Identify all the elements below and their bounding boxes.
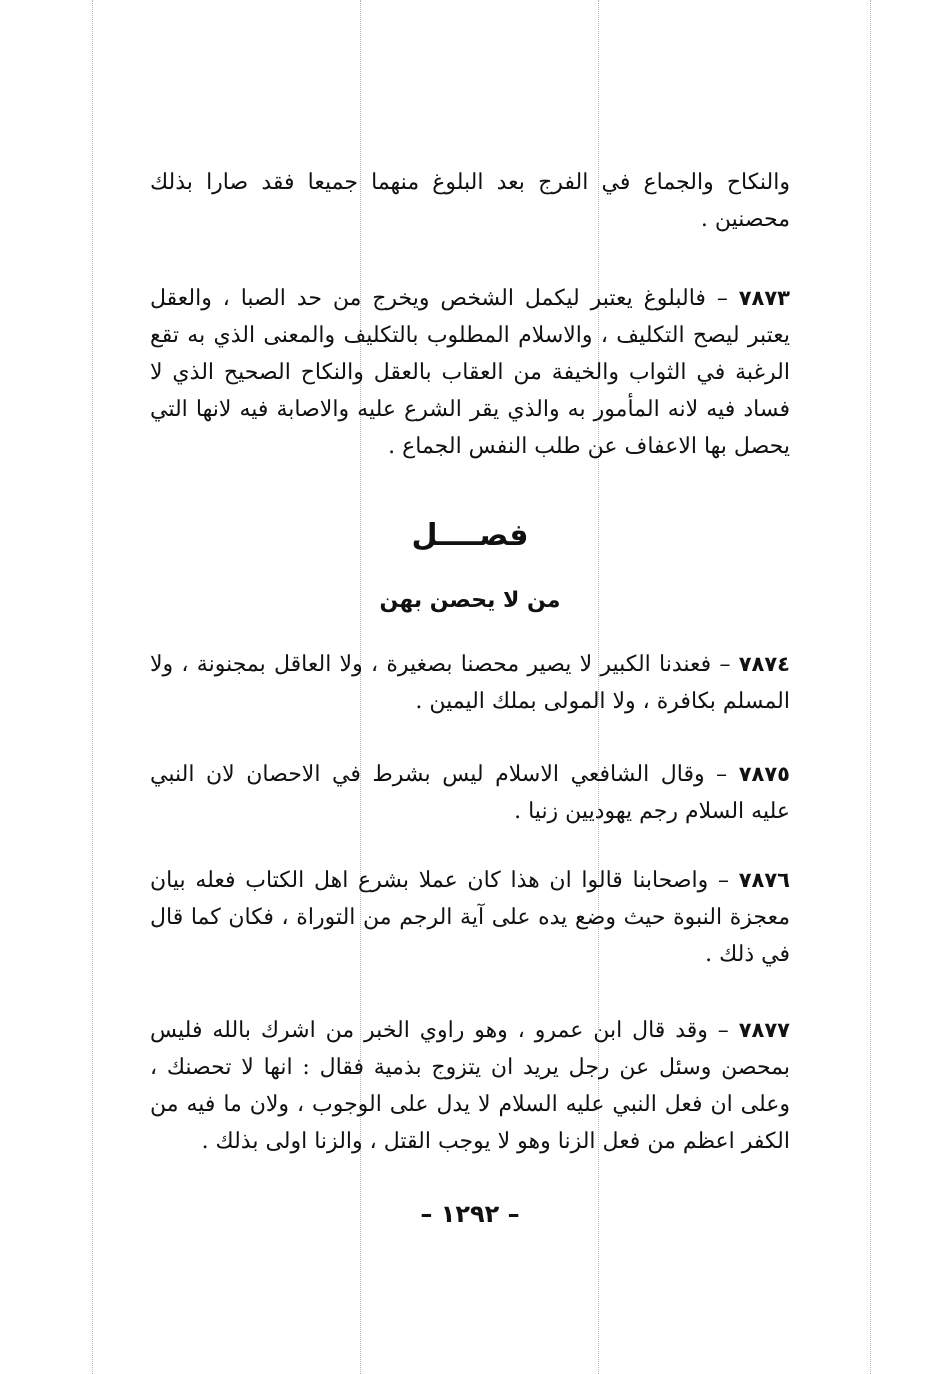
paragraph-number: ٧٨٧٥ <box>738 762 790 786</box>
paragraph-number: ٧٨٧٧ <box>738 1018 790 1042</box>
paragraph-7876 <box>150 862 790 973</box>
paragraph-text: وقال الشافعي الاسلام ليس بشرط في الاحصان لان النبي عليه السلام رجم يهوديين زنيا . <box>150 762 790 824</box>
continuation-paragraph <box>150 164 790 238</box>
paragraph-body: ٧٨٧٥ – وقال الشافعي الاسلام ليس بشرط في الاحصان لان النبي عليه السلام رجم يهوديين زنيا . <box>150 762 790 824</box>
paragraph-body: ٧٨٧٤ – فعندنا الكبير لا يصير محصنا بصغيرة ، ولا العاقل بمجنونة ، ولا المسلم بكافرة ، ولا المولى بملك اليمين . <box>150 652 790 714</box>
paragraph-7874 <box>150 646 790 720</box>
paragraph-text: واصحابنا قالوا ان هذا كان عملا بشرع اهل الكتاب فعله بيان معجزة النبوة حيث وضع يده على آية الرجم من التوراة ، فكان كما قال في ذلك . <box>150 868 790 967</box>
paragraph-text: والنكاح والجماع في الفرج بعد البلوغ منهما جميعا فقد صارا بذلك محصنين . <box>150 170 790 232</box>
section-subtitle: من لا يحصن بهن <box>379 588 561 613</box>
paragraph-body: ٧٨٧٧ – وقد قال ابن عمرو ، وهو راوي الخبر من اشرك بالله فليس بمحصن وسئل عن رجل يريد ان يتزوج بذمية فقال : انها لا تحصنك ، وعلى ان فعل النبي عليه السلام لا يدل على الوجوب ، ولان ما فيه من الكفر اعظم من فعل الزنا وهو لا يوجب القتل ، والزنا اولى بذلك . <box>150 1018 790 1154</box>
paragraph-body: ٧٨٧٦ – واصحابنا قالوا ان هذا كان عملا بشرع اهل الكتاب فعله بيان معجزة النبوة حيث وضع يده على آية الرجم من التوراة ، فكان كما قال في ذلك . <box>150 868 790 967</box>
paragraph-text: وقد قال ابن عمرو ، وهو راوي الخبر من اشرك بالله فليس بمحصن وسئل عن رجل يريد ان يتزوج بذمية فقال : انها لا تحصنك ، وعلى ان فعل النبي عليه السلام لا يدل على الوجوب ، ولان ما فيه من الكفر اعظم من فعل الزنا وهو لا يوجب القتل ، والزنا اولى بذلك . <box>150 1018 790 1154</box>
scan-guide-line <box>870 0 871 1374</box>
paragraph-7877 <box>150 1012 790 1160</box>
page-number: – ١٢٩٢ – <box>420 1200 520 1228</box>
paragraph-text: فالبلوغ يعتبر ليكمل الشخص ويخرج من حد الصبا ، والعقل يعتبر ليصح التكليف ، والاسلام المطلوب بالتكليف والمعنى الذي به تقع الرغبة في الثواب والخيفة من العقاب بالعقل والنكاح الصحيح الذي لا فساد فيه لانه المأمور به والذي يقر الشرع عليه والاصابة فيه لانها التي يحصل بها الاعفاف عن طلب النفس الجماع . <box>150 286 790 459</box>
paragraph-7873 <box>150 280 790 465</box>
paragraph-number: ٧٨٧٤ <box>738 652 790 676</box>
paragraph-number: ٧٨٧٦ <box>738 868 790 892</box>
paragraph-body: ٧٨٧٣ – فالبلوغ يعتبر ليكمل الشخص ويخرج من حد الصبا ، والعقل يعتبر ليصح التكليف ، والاسلام المطلوب بالتكليف والمعنى الذي به تقع الرغبة في الثواب والخيفة من العقاب بالعقل والنكاح الصحيح الذي لا فساد فيه لانه المأمور به والذي يقر الشرع عليه والاصابة فيه لانها التي يحصل بها الاعفاف عن طلب النفس الجماع . <box>150 286 790 459</box>
scan-guide-line <box>92 0 93 1374</box>
paragraph-text: فعندنا الكبير لا يصير محصنا بصغيرة ، ولا العاقل بمجنونة ، ولا المسلم بكافرة ، ولا المولى بملك اليمين . <box>150 652 790 714</box>
section-title: فصــــل <box>411 518 529 553</box>
paragraph-number: ٧٨٧٣ <box>738 286 790 310</box>
paragraph-7875 <box>150 756 790 830</box>
